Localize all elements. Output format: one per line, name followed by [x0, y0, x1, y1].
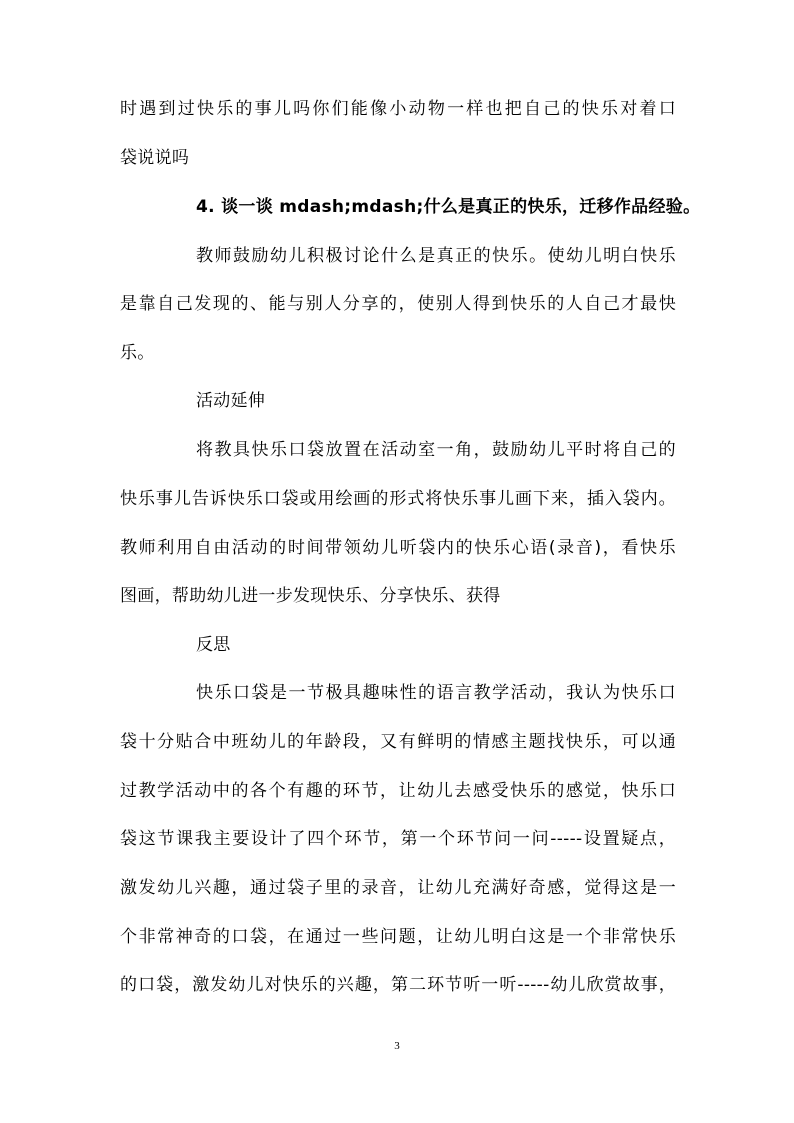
paragraph-line: 袋说说吗 — [120, 148, 190, 168]
paragraph-line: 袋十分贴合中班幼儿的年龄段，又有鲜明的情感主题找快乐，可以通 — [120, 732, 676, 752]
paragraph-line: 乐。 — [120, 343, 155, 363]
paragraph-line: 教师鼓励幼儿积极讨论什么是真正的快乐。使幼儿明白快乐 — [196, 246, 676, 266]
paragraph-line: 教师利用自由活动的时间带领幼儿听袋内的快乐心语(录音)，看快乐 — [120, 538, 676, 558]
paragraph-line: 将教具快乐口袋放置在活动室一角，鼓励幼儿平时将自己的 — [196, 440, 676, 460]
paragraph-line: 快乐口袋是一节极具趣味性的语言教学活动，我认为快乐口 — [196, 683, 676, 703]
paragraph-line: 快乐事儿告诉快乐口袋或用绘画的形式将快乐事儿画下来，插入袋内。 — [120, 489, 676, 509]
paragraph-line: 袋这节课我主要设计了四个环节，第一个环节问一问-----设置疑点， — [120, 829, 676, 849]
paragraph-line: 的口袋，激发幼儿对快乐的兴趣，第二环节听一听-----幼儿欣赏故事， — [120, 975, 676, 995]
paragraph-line: 过教学活动中的各个有趣的环节，让幼儿去感受快乐的感觉，快乐口 — [120, 781, 676, 801]
paragraph-line: 图画，帮助幼儿进一步发现快乐、分享快乐、获得 — [120, 586, 501, 606]
page-number: 3 — [394, 1040, 400, 1052]
section-heading-activity-extension: 活动延伸 — [196, 391, 266, 411]
paragraph-line: 是靠自己发现的、能与别人分享的，使别人得到快乐的人自己才最快 — [120, 294, 676, 314]
paragraph-line: 个非常神奇的口袋，在通过一些问题，让幼儿明白这是一个非常快乐 — [120, 927, 676, 947]
section-heading-reflection: 反思 — [196, 635, 231, 655]
numbered-item-heading: 4. 谈一谈 mdash;mdash;什么是真正的快乐，迁移作品经验。 — [196, 197, 701, 217]
paragraph-line: 激发幼儿兴趣，通过袋子里的录音，让幼儿充满好奇感，觉得这是一 — [120, 878, 676, 898]
paragraph-line: 时遇到过快乐的事儿吗你们能像小动物一样也把自己的快乐对着口 — [120, 99, 676, 119]
